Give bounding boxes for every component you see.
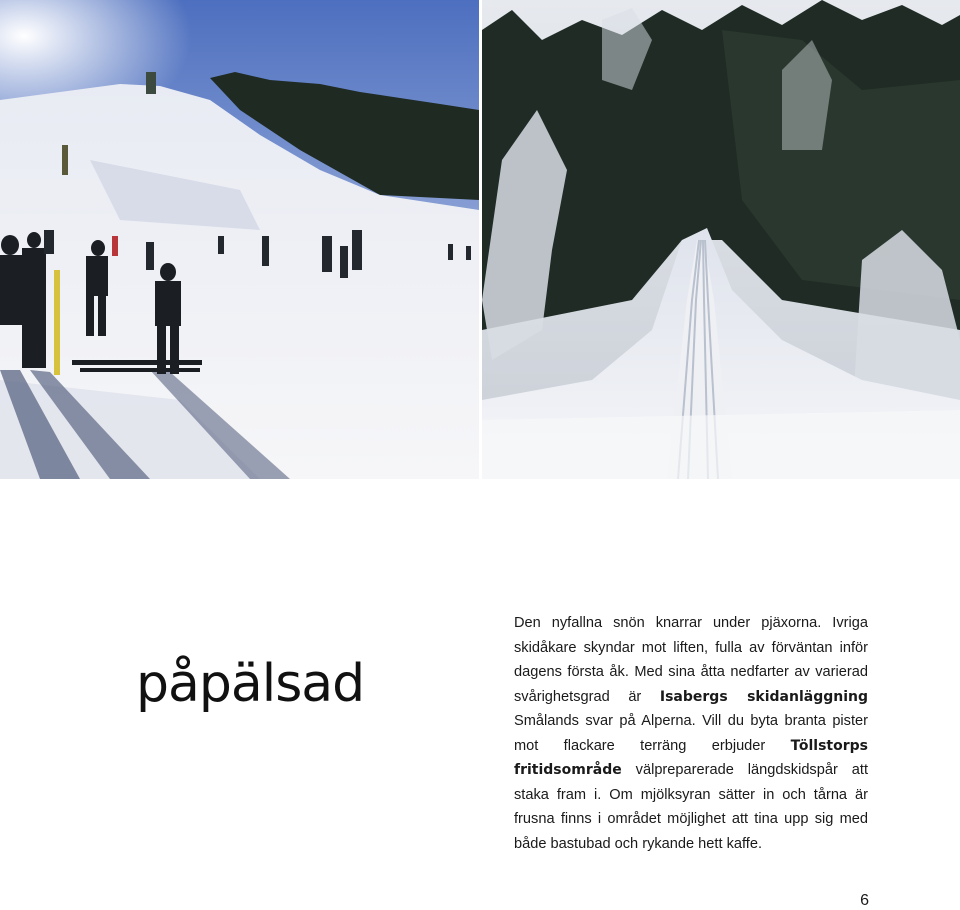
ski-slope-illustration bbox=[0, 0, 479, 479]
photo-ski-slope bbox=[0, 0, 479, 479]
article-body bbox=[514, 611, 868, 856]
place-name-tollstorp: Töllstorps fritidsområde bbox=[514, 737, 868, 778]
page-headline: påpälsad bbox=[136, 654, 365, 714]
page-number: 6 bbox=[860, 892, 869, 909]
article-text-part-3: välpreparerade längdskidspår att staka fram i. Om mjölksyran sätter in och tårna är frusna finns i området möjlighet att tina upp sig med både bastubad och rykande hett kaffe. bbox=[514, 762, 868, 852]
place-name-isaberg: Isabergs skidanläggning bbox=[659, 688, 868, 705]
article-text-part-1: Den nyfallna snön knarrar under pjäxorna. Ivriga skidåkare skyndar mot liften, fulla av förväntan inför dagens första åk. Med sina åtta nedfarter av varierad svårighetsgrad är bbox=[514, 615, 868, 705]
photo-ski-trail bbox=[482, 0, 960, 479]
article-text-part-2: Smålands svar på Alperna. Vill du byta branta pister mot flackare terräng erbjuder bbox=[514, 713, 868, 754]
ski-trail-illustration bbox=[482, 0, 960, 479]
